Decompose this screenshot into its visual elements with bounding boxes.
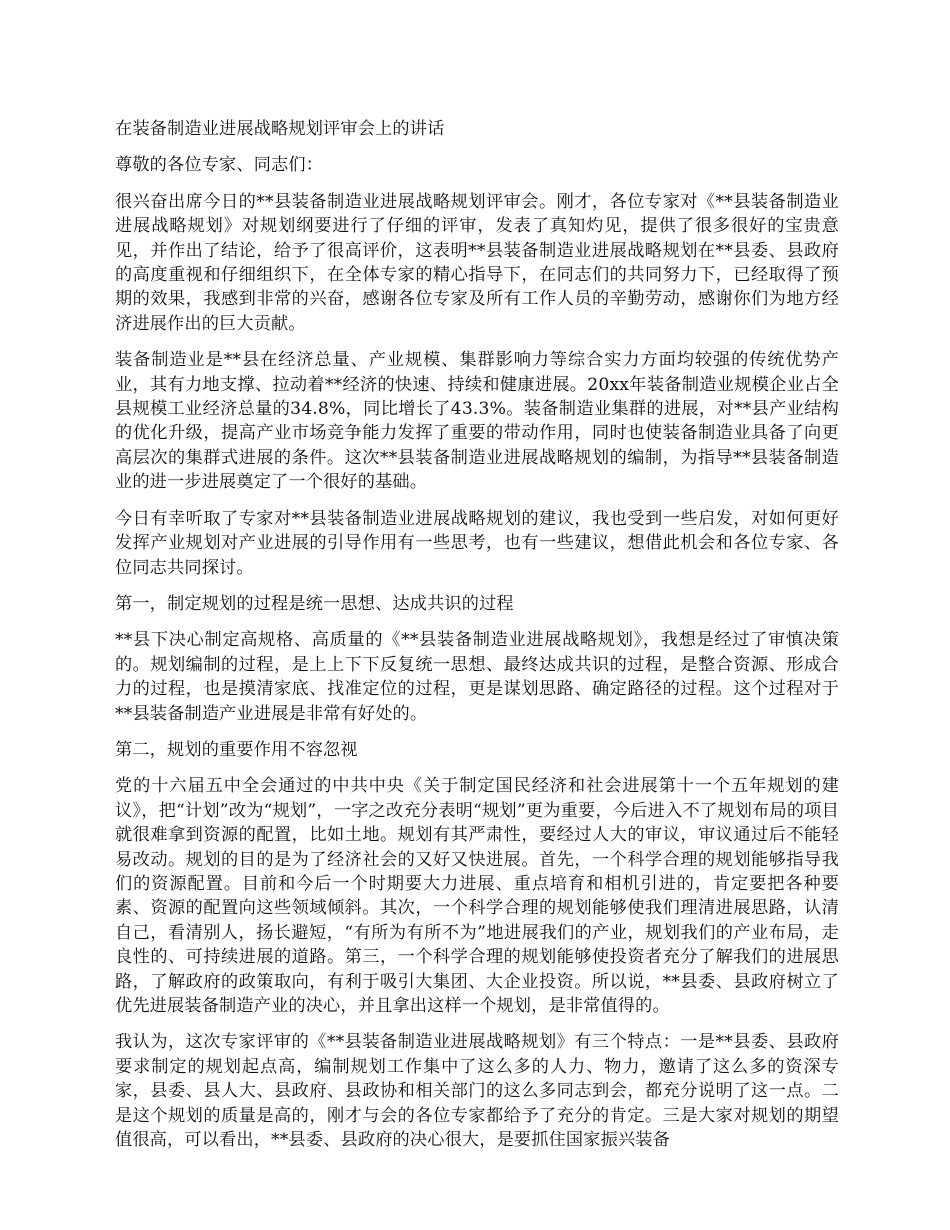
paragraph-opening: 很兴奋出席今日的**县装备制造业进展战略规划评审会。刚才，各位专家对《**县装备制造业进展战略规划》对规划纲要进行了仔细的评审，发表了真知灼见，提供了很多很好的宝贵意见，并作出了结论，给予了很高评价，这表明**县装备制造业进展战略规划在**县委、县政府的高度重视和仔细组织下，在全体专家的精心指导下，在同志们的共同努力下，已经取得了预期的效果，我感到非常的兴奋，感谢各位专家及所有工作人员的辛勤劳动，感谢你们为地方经济进展作出的巨大贡献。: [115, 191, 839, 334]
section-heading-first: 第一，制定规划的过程是统一思想、达成共识的过程: [115, 593, 514, 614]
paragraph-reflections: 今日有幸听取了专家对**县装备制造业进展战略规划的建议，我也受到一些启发，对如何更好发挥产业规划对产业进展的引导作用有一些思考，也有一些建议，想借此机会和各位专家、各位同志共同探讨。: [115, 508, 839, 578]
salutation: 尊敬的各位专家、同志们：: [115, 155, 324, 176]
paragraph-three-features: 我认为，这次专家评审的《**县装备制造业进展战略规划》有三个特点：一是**县委、县政府要求制定的规划起点高，编制规划工作集中了这么多的人力、物力，邀请了这么多的资深专家，县委、县人大、县政府、县政协和相关部门的这么多同志到会，都充分说明了这一点。二是这个规划的质量是高的，刚才与会的各位专家都给予了充分的肯定。三是大家对规划的期望值很高，可以看出，**县委、县政府的决心很大，是要抓住国家振兴装备: [115, 1032, 839, 1151]
paragraph-industry-overview: 装备制造业是**县在经济总量、产业规模、集群影响力等综合实力方面均较强的传统优势产业，其有力地支撑、拉动着**经济的快速、持续和健康进展。20xx年装备制造业规模企业占全县规模工业经济总量的34.8%，同比增长了43.3%。装备制造业集群的进展，对**县产业结构的优化升级，提高产业市场竞争能力发挥了重要的带动作用，同时也使装备制造业具备了向更高层次的集群式进展的条件。这次**县装备制造业进展战略规划的编制，为指导**县装备制造业的进一步进展奠定了一个很好的基础。: [115, 350, 839, 493]
section-heading-second: 第二，规划的重要作用不容忽视: [115, 739, 358, 760]
paragraph-planning-process: **县下决心制定高规格、高质量的《**县装备制造业进展战略规划》，我想是经过了审慎决策的。规划编制的过程，是上上下下反复统一思想、最终达成共识的过程，是整合资源、形成合力的过程，也是摸清家底、找准定位的过程，更是谋划思路、确定路径的过程。这个过程对于**县装备制造产业进展是非常有好处的。: [115, 630, 839, 724]
paragraph-planning-importance: 党的十六届五中全会通过的中共中央《关于制定国民经济和社会进展第十一个五年规划的建议》，把“计划”改为“规划”，一字之改充分表明“规划”更为重要，今后进入不了规划布局的项目就很难拿到资源的配置，比如土地。规划有其严肃性，要经过人大的审议，审议通过后不能轻易改动。规划的目的是为了经济社会的又好又快进展。首先，一个科学合理的规划能够指导我们的资源配置。目前和今后一个时期要大力进展、重点培育和相机引进的，肯定要把各种要素、资源的配置向这些领域倾斜。其次，一个科学合理的规划能够使我们理清进展思路，认清自己，看清别人，扬长避短，“有所为有所不为”地进展我们的产业，规划我们的产业布局，走良性的、可持续进展的道路。第三，一个科学合理的规划能够使投资者充分了解我们的进展思路，了解政府的政策取向，有利于吸引大集团、大企业投资。所以说，**县委、县政府树立了优先进展装备制造产业的决心，并且拿出这样一个规划，是非常值得的。: [115, 776, 839, 1016]
document-title: 在装备制造业进展战略规划评审会上的讲话: [115, 119, 445, 139]
document-page: [115, 117, 839, 1164]
